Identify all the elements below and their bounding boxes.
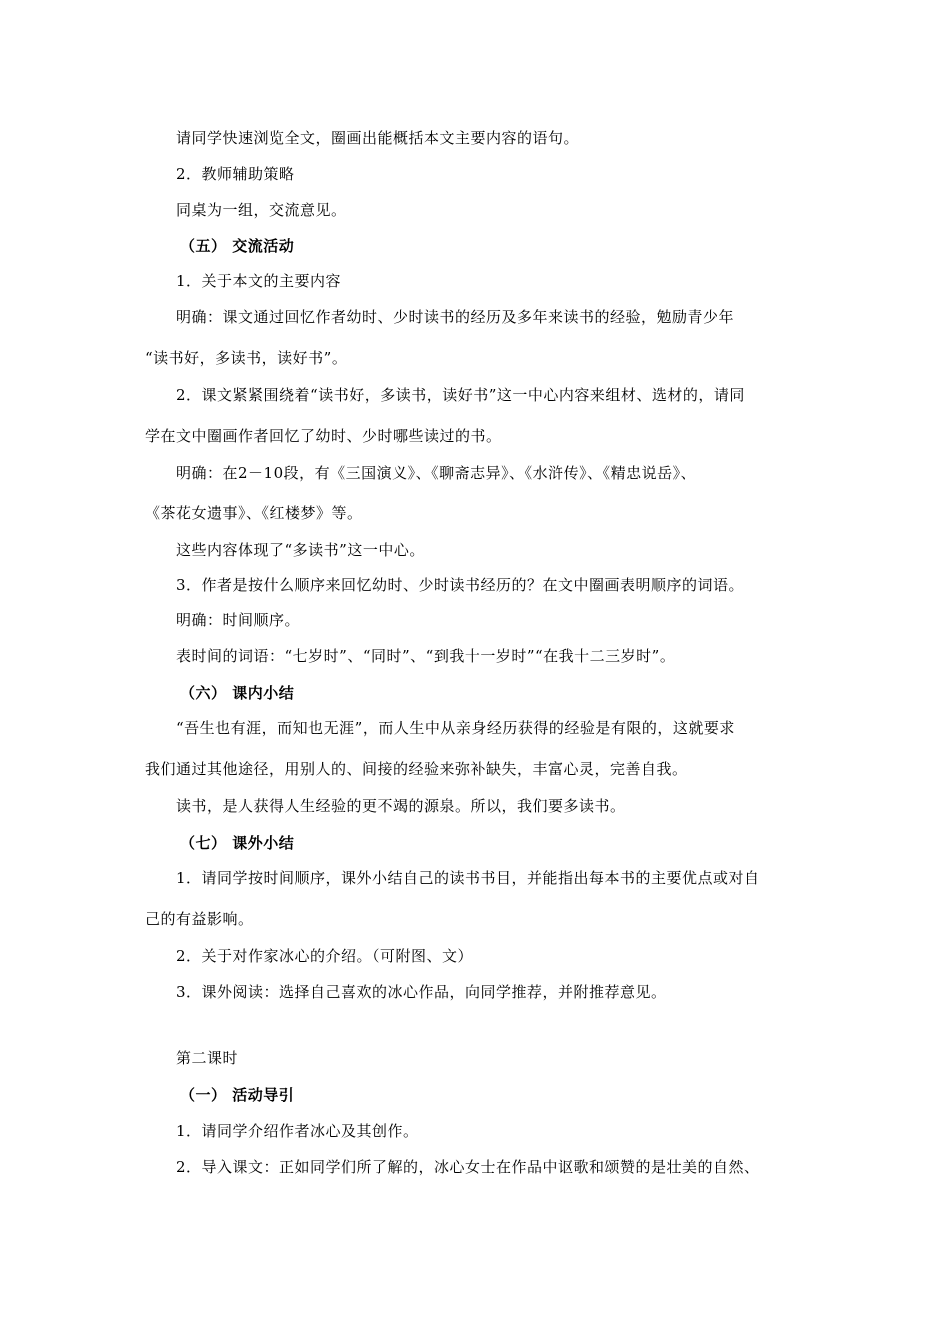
paragraph-line: 明确：时间顺序。 [176, 611, 301, 629]
paragraph-line: 这些内容体现了“多读书”这一中心。 [176, 541, 425, 559]
section-heading: （一） 活动导引 [180, 1086, 295, 1104]
paragraph-line: 表时间的词语：“七岁时”、“同时”、“到我十一岁时”“在我十二三岁时”。 [176, 647, 676, 665]
section-heading: （六） 课内小结 [180, 684, 295, 702]
section-heading: （七） 课外小结 [180, 834, 295, 852]
paragraph-line: 同桌为一组，交流意见。 [176, 201, 347, 219]
list-item: 1．请同学介绍作者冰心及其创作。 [176, 1122, 419, 1140]
list-item: 2．导入课文：正如同学们所了解的，冰心女士在作品中讴歌和颂赞的是壮美的自然、 [176, 1158, 760, 1176]
paragraph-line: 《茶花女遗事》、《红楼梦》等。 [145, 504, 363, 522]
list-item: 3．作者是按什么顺序来回忆幼时、少时读书经历的？在文中圈画表明顺序的词语。 [176, 576, 745, 594]
list-item: 2．教师辅助策略 [176, 165, 295, 183]
list-item: 2．课文紧紧围绕着“读书好，多读书，读好书”这一中心内容来组材、选材的，请同 [176, 386, 745, 404]
paragraph-line: 明确：课文通过回忆作者幼时、少时读书的经历及多年来读书的经验，勉励青少年 [176, 308, 735, 326]
section-heading: （五） 交流活动 [180, 237, 295, 255]
lesson-title: 第二课时 [176, 1049, 239, 1067]
paragraph-line: “读书好，多读书，读好书”。 [145, 349, 348, 367]
list-item: 3．课外阅读：选择自己喜欢的冰心作品，向同学推荐，并附推荐意见。 [176, 983, 667, 1001]
list-item: 2．关于对作家冰心的介绍。（可附图、文） [176, 947, 474, 965]
list-item: 1．请同学按时间顺序，课外小结自己的读书书目，并能指出每本书的主要优点或对自 [176, 869, 760, 887]
paragraph-line: “吾生也有涯，而知也无涯”，而人生中从亲身经历获得的经验是有限的，这就要求 [176, 719, 735, 737]
paragraph-line: 明确：在2－10段，有《三国演义》、《聊斋志异》、《水浒传》、《精忠说岳》、 [176, 464, 697, 482]
paragraph-line: 请同学快速浏览全文，圈画出能概括本文主要内容的语句。 [176, 129, 580, 147]
paragraph-line: 读书，是人获得人生经验的更不竭的源泉。所以，我们要多读书。 [176, 797, 626, 815]
paragraph-line: 我们通过其他途径，用别人的、间接的经验来弥补缺失，丰富心灵，完善自我。 [145, 760, 688, 778]
paragraph-line: 学在文中圈画作者回忆了幼时、少时哪些读过的书。 [145, 427, 502, 445]
list-item: 1．关于本文的主要内容 [176, 272, 342, 290]
paragraph-line: 己的有益影响。 [145, 910, 254, 928]
